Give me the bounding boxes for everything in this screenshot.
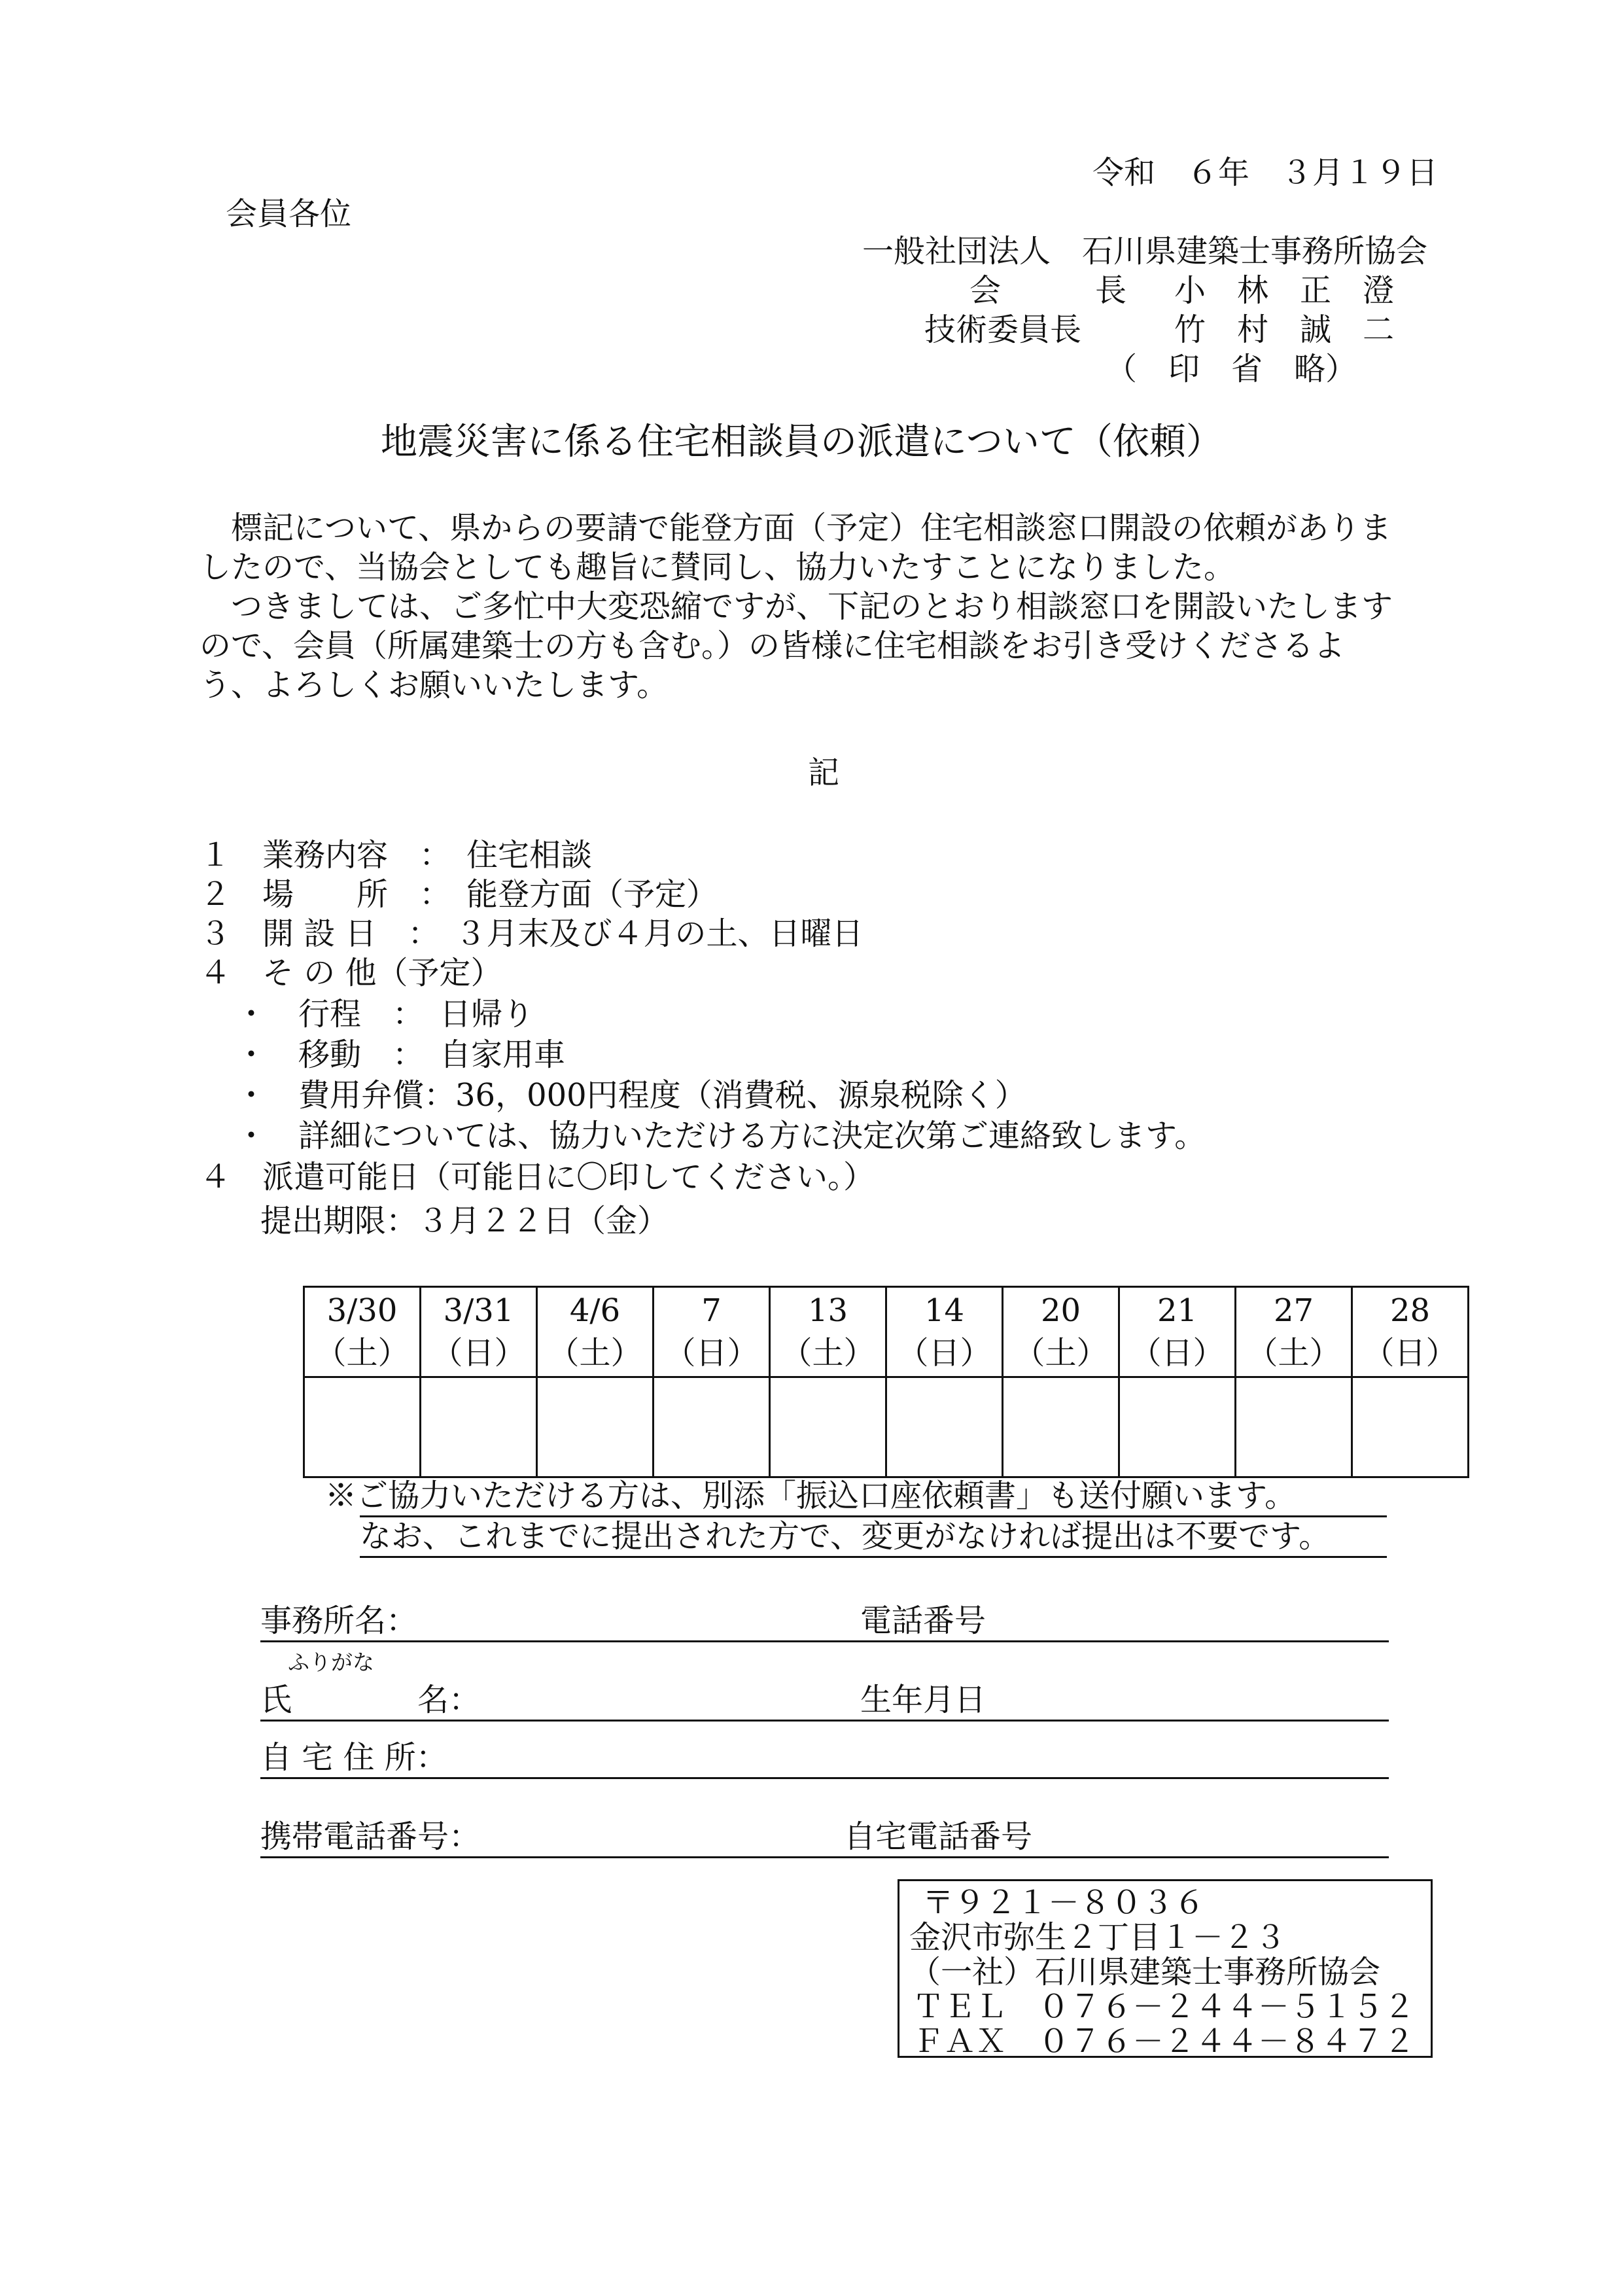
addressee: 会員各位	[226, 196, 352, 232]
home-address-label: 自 宅 住 所：	[260, 1739, 447, 1776]
mobile-phone-label: 携帯電話番号：	[260, 1818, 481, 1855]
sub-item-compensation: ・ 費用弁償：36，000円程度（消費税、源泉税除く）	[236, 1077, 1026, 1114]
item-other: ４ そ の 他（予定）	[200, 955, 502, 991]
committee-title: 技術委員長	[924, 311, 1082, 348]
availability-mark-cell[interactable]	[537, 1377, 654, 1477]
body-line: したので、当協会としても趣旨に賛同し、協力いたすことになりました。	[200, 549, 1236, 586]
sub-item-details: ・ 詳細については、協力いただける方に決定次第ご連絡致します。	[236, 1118, 1206, 1154]
name-label: 氏 名：	[260, 1682, 481, 1718]
contact-address: 金沢市弥生２丁目１－２３	[909, 1919, 1287, 1956]
item-dispatch-days: ４ 派遣可能日（可能日に〇印してください。）	[200, 1159, 875, 1195]
seal-note: （ 印 省 略）	[1106, 351, 1357, 387]
schedule-date-cell: 14 （日）	[886, 1287, 1003, 1377]
schedule-date-cell: 21 （日）	[1119, 1287, 1236, 1377]
sub-item-itinerary: ・ 行程 ： 日帰り	[236, 996, 534, 1033]
availability-mark-cell[interactable]	[886, 1377, 1003, 1477]
date: 令和 ６年 ３月１９日	[1092, 154, 1439, 191]
ki-heading: 記	[808, 754, 840, 791]
availability-mark-cell[interactable]	[421, 1377, 537, 1477]
item-location: ２ 場 所 ： 能登方面（予定）	[200, 876, 718, 913]
note-underline	[360, 1556, 1387, 1558]
availability-mark-cell[interactable]	[1352, 1377, 1469, 1477]
office-name-field[interactable]	[260, 1640, 1389, 1642]
committee-name: 竹 村 誠 二	[1174, 311, 1395, 348]
president-title: 会 長	[969, 272, 1127, 309]
schedule-date-cell: 7 （日）	[654, 1287, 770, 1377]
home-phone-label: 自宅電話番号	[844, 1818, 1033, 1855]
availability-mark-cell[interactable]	[1003, 1377, 1119, 1477]
schedule-date-cell: 13 （土）	[770, 1287, 886, 1377]
schedule-header-row	[304, 1287, 1469, 1377]
contact-organization: （一社）石川県建築士事務所協会	[909, 1954, 1381, 1990]
schedule-table	[303, 1286, 1469, 1478]
availability-mark-cell[interactable]	[1236, 1377, 1352, 1477]
body-line: 標記について、県からの要請で能登方面（予定）住宅相談窓口開設の依頼がありま	[200, 510, 1392, 546]
president-name: 小 林 正 澄	[1174, 272, 1395, 309]
sender-organization: 一般社団法人 石川県建築士事務所協会	[862, 233, 1428, 270]
note-underline	[360, 1515, 1387, 1517]
contact-fax: ＦＡＸ ０７６－２４４－８４７２	[913, 2023, 1416, 2060]
deadline: 提出期限：３月２２日（金）	[260, 1203, 669, 1239]
schedule-date-cell: 3/30 （土）	[304, 1287, 421, 1377]
availability-mark-cell[interactable]	[304, 1377, 421, 1477]
document-title: 地震災害に係る住宅相談員の派遣について（依頼）	[381, 421, 1223, 463]
schedule-date-cell: 4/6 （土）	[537, 1287, 654, 1377]
item-open-days: ３ 開 設 日 ： ３月末及び４月の土、日曜日	[200, 915, 864, 952]
phone-label: 電話番号	[860, 1602, 986, 1639]
home-address-field[interactable]	[260, 1777, 1389, 1779]
schedule-date-cell: 3/31 （日）	[421, 1287, 537, 1377]
furigana-label: ふりがな	[288, 1650, 374, 1675]
office-name-label: 事務所名：	[260, 1602, 418, 1639]
note-transfer-form: ※ご協力いただける方は、別添「振込口座依頼書」も送付願います。	[325, 1477, 1297, 1514]
availability-mark-cell[interactable]	[1119, 1377, 1236, 1477]
sub-item-transport: ・ 移動 ： 自家用車	[236, 1036, 566, 1073]
body-line: う、よろしくお願いいたします。	[200, 667, 669, 703]
name-field[interactable]	[260, 1720, 1389, 1722]
contact-tel: ＴＥＬ ０７６－２４４－５１５２	[913, 1988, 1416, 2025]
schedule-date-cell: 27 （土）	[1236, 1287, 1352, 1377]
availability-mark-cell[interactable]	[654, 1377, 770, 1477]
item-business: １ 業務内容 ： 住宅相談	[200, 837, 593, 874]
schedule-mark-row	[304, 1377, 1469, 1477]
phone-field[interactable]	[260, 1856, 1389, 1858]
contact-postal: 〒９２１－８０３６	[922, 1884, 1206, 1921]
body-line: ので、会員（所属建築士の方も含む。）の皆様に住宅相談をお引き受けくださるよ	[200, 627, 1346, 664]
note-no-change: なお、これまでに提出された方で、変更がなければ提出は不要です。	[360, 1518, 1331, 1555]
schedule-date-cell: 20 （土）	[1003, 1287, 1119, 1377]
availability-mark-cell[interactable]	[770, 1377, 886, 1477]
body-line: つきましては、ご多忙中大変恐縮ですが、下記のとおり相談窓口を開設いたします	[200, 588, 1393, 625]
birthdate-label: 生年月日	[860, 1682, 986, 1718]
schedule-date-cell: 28 （日）	[1352, 1287, 1469, 1377]
